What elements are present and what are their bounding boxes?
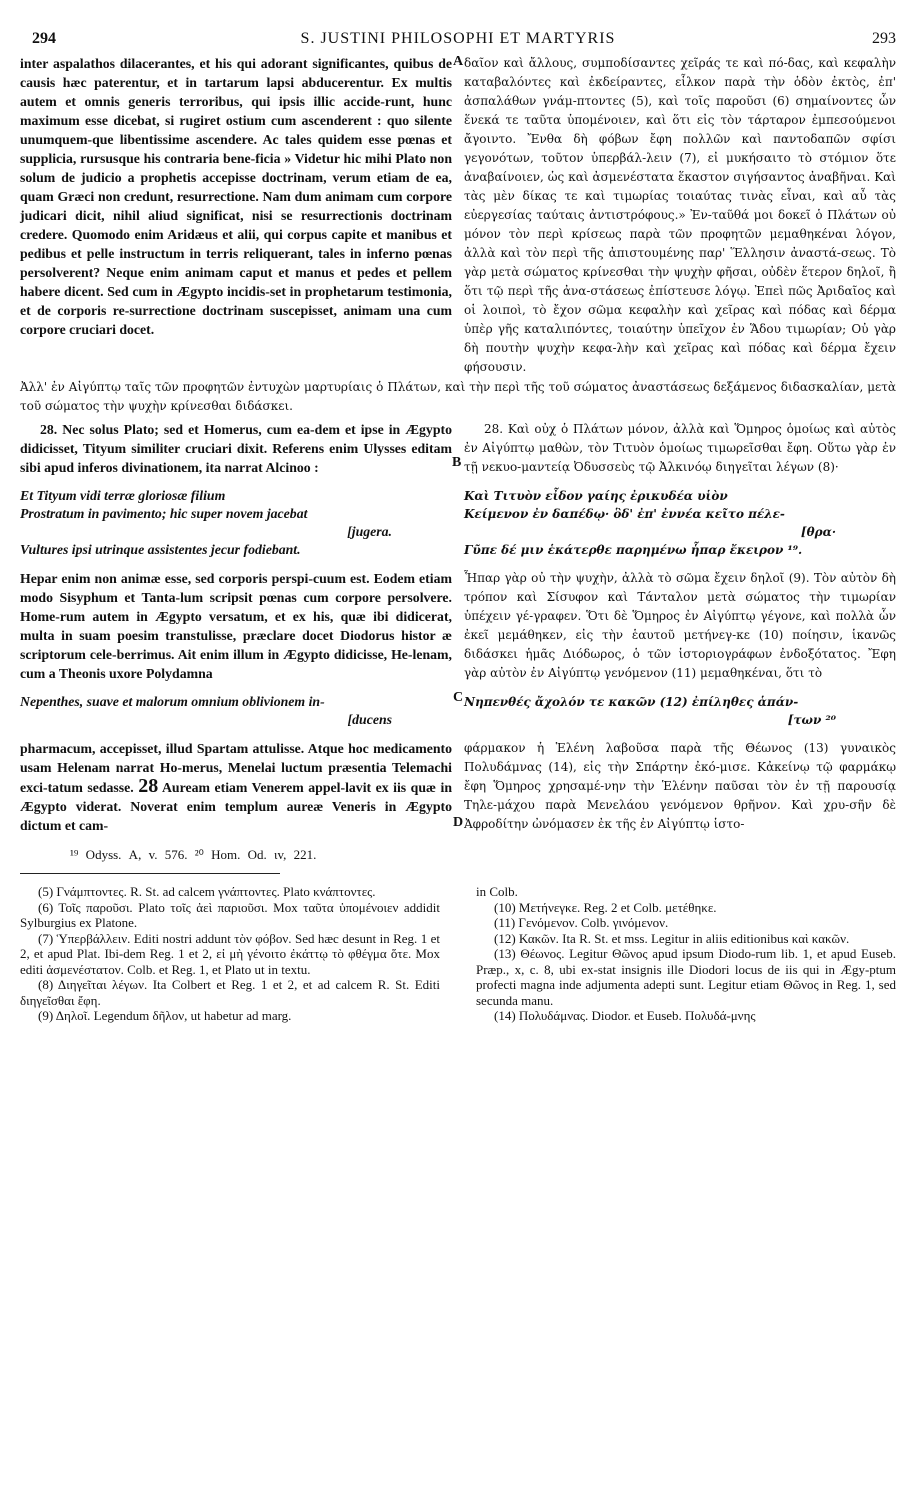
note: (10) Μετήνεγκε. Reg. 2 et Colb. μετέθηκε.: [494, 899, 717, 915]
parallel-block-1: [20, 54, 896, 377]
verse-footnotes: ¹⁹ Odyss. Α, v. 576. ²⁰ Hom. Od. ιv, 221.: [70, 847, 317, 862]
verse-line: Prostratum in pavimento; hic super novem jacebat: [20, 506, 308, 521]
notes-left-column: [20, 884, 440, 1024]
greek-verse-block-2: [464, 693, 896, 729]
note: (5) Γνάμπτοντες. R. St. ad calcem γνάπτοντες. Plato κνάπτοντες.: [38, 884, 376, 899]
verse-line: Γῦπε δέ μιν ἑκάτερθε παρημένω ἧπαρ ἔκειρον ¹⁹.: [464, 543, 803, 557]
running-title: S. JUSTINI PHILOSOPHI ET MARTYRIS: [300, 30, 616, 47]
critical-notes: [20, 884, 896, 1024]
note: (7) Ὑπερβάλλειν. Editi nostri addunt τὸν φόβον. Sed hæc desunt in Reg. 1 et 2, et apud Plat. Ibi-dem Reg. 1 et 2, εἰ μὴ γένοιτο ἐκάττῳ τὸ φθέγμα ὅτε. Mox editi ἀσμενέστατον. Colb. et Reg. 1, et Plato ut in textu.: [20, 930, 440, 977]
margin-marker-a: A: [452, 54, 464, 69]
verse-line: [jugera.: [347, 524, 392, 539]
parallel-block-3: [20, 739, 896, 835]
verse-line: Νηπενθές ἄχολόν τε κακῶν (12) ἐπίληθες ἁπάν-: [464, 695, 799, 709]
note: (14) Πολυδάμνας. Diodor. et Euseb. Πολυδά-μνης: [494, 1008, 756, 1023]
note: (6) Τοῖς παροῦσι. Plato τοῖς ἀεὶ παριοῦσι. Mox ταῦτα ὑπομένοιεν addidit Sylburgius ex Platone.: [20, 899, 440, 930]
greek-paragraph: Ἧπαρ γὰρ οὐ τὴν ψυχὴν, ἀλλὰ τὸ σῶμα ἔχειν δηλοῖ (9). Τὸν αὐτὸν δὴ τρόπον καὶ Σίσυφον καὶ Τάνταλον μετὰ σώματος τὴν τιμωρίαν ὑπέχειν γέ-γραφεν. Ὅτι δὲ Ὅμηρος ἐν Αἰγύπτῳ γέγονε, καὶ πολλὰ ὧν ἐκεῖ μεμάθηκεν, εἰς τὴν ἑαυτοῦ μετήνεγ-κε (10) ποίησιν, ἱκανῶς διδάσκει ἡμᾶς Διόδωρος, ὁ τῶν ἱστοριογράφων ἐνδοξότατος. Ἔφη γὰρ αὐτὸν ἐν Αἰγύπτῳ γενόμενον (11) μεμαθηκέναι, ὅτι τὸ: [464, 571, 896, 680]
note: (12) Κακῶν. Ita R. St. et mss. Legitur in aliis editionibus καὶ κακῶν.: [494, 930, 850, 946]
verse-line: Nepenthes, suave et malorum omnium oblivionem in-: [20, 694, 325, 709]
latin-verse-block: [20, 487, 452, 559]
greek-column-2: [464, 420, 896, 729]
margin-marker-d: D: [452, 815, 464, 830]
page-number-left: 294: [32, 30, 56, 47]
greek-paragraph: δαῖον καὶ ἄλλους, συμποδίσαντες χεῖράς τε καὶ πό-δας, καὶ κεφαλὴν καταβαλόντες καὶ ἐκδείραντες, εἷλκον παρὰ τὴν ὁδὸν ἐκτὸς, ἐπ' ἀσπαλάθων γνάμ-πτοντες (5), καὶ τοῖς παροῦσι (6) σημαίνοντες ὧν ἕνεκά τε ταῦτα ὑπομένοιεν, καὶ ὅτι εἰς τὸν τάρταρον ἐμπεσούμενοι ἄγοιντο. Ἔνθα δὴ φόβων ἔφη πολλῶν καὶ παντοδαπῶν σφίσι γεγονότων, τοῦτον ὑπερβάλ-λειν (7), εἰ μυκήσαιτο τὸ στόμιον ὅτε ἀναβαίνοιεν, ὡς καὶ ἀσμενέστατα ἕκαστον σιγήσαντος ἀναβῆναι. Καὶ τὰς μὲν δίκας τε καὶ τιμωρίας τοιαύτας τινὰς εἶναι, καὶ αὖ τὰς εὐεργεσίας ταύταις ἀντιστρόφους.» Ἐν-ταῦθά μοι δοκεῖ ὁ Πλάτων οὐ μόνον τὸν περὶ κρίσεως παρὰ τῶν προφητῶν μεμαθηκέναι λόγον, ἀλλὰ καὶ τὸν περὶ τῆς ἀπιστουμένης παρ' Ἕλλησιν ἀναστά-σεως. Τὸ γὰρ μετὰ σώματος κρίνεσθαι τὴν ψυχὴν φῆσαι, οὐδὲν ἕτερον δηλοῖ, ἢ ὅτι τῷ περὶ τῆς ἀνα-στάσεως ἐπίστευσε λόγῳ. Ἐπεὶ πῶς Ἀριδαῖος καὶ οἱ λοιποὶ, τὸ ἔχον σῶμα κεφαλὴν καὶ χεῖρας καὶ πόδας καὶ δέρμα ὑπὲρ γῆς καταλιπόντες, τοιαύτην ὑπεῖχον ἐν Ἅδου τιμωρίαν; Οὐ γὰρ δὴ πουτὴν ψυχὴν κεφα-λὴν καὶ χεῖρας καὶ πόδας καὶ δέρμα ἔχειν φήσουσιν.: [464, 56, 896, 374]
greek-verse-block: [464, 487, 896, 559]
verse-line: [θρα·: [800, 525, 836, 539]
page-number-right: 293: [872, 30, 896, 47]
verse-line: Et Tityum vidi terræ gloriosæ filium: [20, 488, 226, 503]
note: (13) Θέωνος. Legitur Θῶνος apud ipsum Diodo-rum lib. 1, et apud Euseb. Præp., x, c. 8, ubi ex-stat insignis ille Diodori locus de iis qui in Ægy-ptum profecti magna inde adjumenta adepti sunt. Legitur etiam Θῶνος in Reg. 1, sed secunda manu.: [476, 946, 896, 1008]
footnote-rule: [20, 873, 280, 874]
latin-column-3: [20, 739, 452, 835]
greek-column-3: [464, 739, 896, 835]
greek-paragraph-28: 28. Καὶ οὐχ ὁ Πλάτων μόνον, ἀλλὰ καὶ Ὅμηρος ὁμοίως καὶ αὐτὸς ἐν Αἰγύπτῳ μαθὼν, τὸν Τιτυὸν ὁμοίως τιμωρεῖσθαι ἔφη. Οὕτω γὰρ ἐν τῇ νεκυο-μαντείᾳ Ὀδυσσεὺς τῷ Ἀλκινόῳ διηγεῖται λέγων (8)·: [464, 422, 896, 474]
greek-paragraph: φάρμακον ἡ Ἑλένη λαβοῦσα παρὰ τῆς Θέωνος (13) γυναικὸς Πολυδάμνας (14), εἰς τὴν Σπάρτην ἐκό-μισε. Κἀκείνῳ τῷ φαρμάκῳ ἔφη Ὅμηρος χρησαμέ-νην τὴν Ἑλένην παῦσαι τὸν ἐν τῇ παρουσίᾳ Τηλε-μάχου παρὰ Μενελάου γενόμενον θρῆνον. Καὶ χρυ-σῆν δὲ Ἀφροδίτην ὠνόμασεν ἐκ τῆς ἐν Αἰγύπτῳ ἱστο-: [464, 741, 896, 831]
page: [20, 28, 896, 1024]
verse-line: [ducens: [347, 712, 392, 727]
verse-line: Καὶ Τιτυὸν εἶδον γαίης ἐρικυδέα υἱὸν: [464, 489, 728, 503]
latin-column-1: [20, 54, 452, 377]
margin-marker-c: C: [452, 690, 464, 705]
latin-paragraph: pharmacum, accepisset, illud Spartam attulisse. Atque hoc medicamento usam Helenam narrat Ho-merus, Menelai luctum præsentia Telemachi exci-tatum sedasse. 28 Auream etiam Venerem appel-lavit ex iis quæ in Ægypto viderat. Noverat enim templum aureæ Veneris in Ægypto dictum et cam-: [20, 741, 452, 833]
running-header: [20, 28, 896, 54]
latin-column-2: [20, 420, 452, 729]
margin-marker-b: B: [452, 455, 462, 470]
chapter-number: 28: [138, 775, 159, 797]
note: (11) Γενόμενον. Colb. γινόμενον.: [494, 915, 669, 930]
verse-line: Vultures ipsi utrinque assistentes jecur fodiebant.: [20, 542, 301, 557]
latin-paragraph: inter aspalathos dilacerantes, et his qui adorant significantes, quibus de causis hæc paterentur, et in tartarum lapsi abducerentur. Ex multis autem et omnis generis terroribus, qui ipsis illic accide-runt, hunc maximum esse dicebat, si rugiret ostium cum ascenderent : quo silente unumquem-que libentissime ascendere. Ac tales quidem esse pœnas et supplicia, rursusque his contraria bene-ficia » Videtur hic mihi Plato non solum de judicio a prophetis accepisse doctrinam, verum etiam de ea, quam Græci non credunt, resurrectione. Nam dum animam cum corpore judicari dicit, nihil aliud significat, nisi se resurrectionis doctrinam credere. Quomodo enim Aridæus et alii, qui corpus capite et manibus et pedibus et pelle instructum in terris reliquerant, tales in inferno pœnas persolverent? Neque enim animam caput et manus et pedes et pellem habere dicent. Sed cum in Ægypto incidis-set in prophetarum testimonia, et de corporis re-surrectione doctrinam suscepisset, animam una cum corpore cruciari docet.: [20, 56, 452, 337]
full-width-greek-line: Ἀλλ' ἐν Αἰγύπτῳ ταῖς τῶν προφητῶν ἐντυχὼν μαρτυρίαις ὁ Πλάτων, καὶ τὴν περὶ τῆς τοῦ σώματος ἀναστάσεως δεξάμενος διδασκαλίαν, μετὰ τοῦ σώματος τὴν ψυχὴν κρίνεσθαι διδάσκει.: [20, 380, 896, 413]
note: (8) Διηγεῖται λέγων. Ita Colbert et Reg. 1 et 2, et ad calcem R. St. Editi διηγεῖσθαι ἔφη.: [20, 977, 440, 1008]
notes-right-column: [476, 884, 896, 1024]
note: in Colb.: [476, 884, 518, 899]
latin-verse-block-2: [20, 693, 452, 729]
verse-line: [των ²⁰: [787, 713, 836, 727]
verse-line: Κείμενον ἐν δαπέδῳ· ὃδ' ἐπ' ἐννέα κεῖτο πέλε-: [464, 507, 785, 521]
latin-paragraph: Hepar enim non animæ esse, sed corporis perspi-cuum est. Eodem etiam modo Sisyphum et Tanta-lum scripsit pœnas cum corpore persolvere. Home-rum autem in Ægypto versatum, et ex his, quæ ibi didicerat, multa in suam poesim transtulisse, præclare docet Diodorus histor æ scriptorum cele-berrimus. Ait enim illum in Ægypto didicisse, He-lenam, cum a Theonis uxore Polydamna: [20, 571, 452, 681]
latin-paragraph-28: 28. Nec solus Plato; sed et Homerus, cum ea-dem et ipse in Ægypto didicisset, Tityum similiter cruciari dixit. Referens enim Ulysses editam sibi apud inferos divinationem, ita narrat Alcinoo :: [20, 422, 452, 475]
note: (9) Δηλοῖ. Legendum δῆλον, ut habetur ad marg.: [38, 1008, 292, 1023]
greek-column-1: [464, 54, 896, 377]
